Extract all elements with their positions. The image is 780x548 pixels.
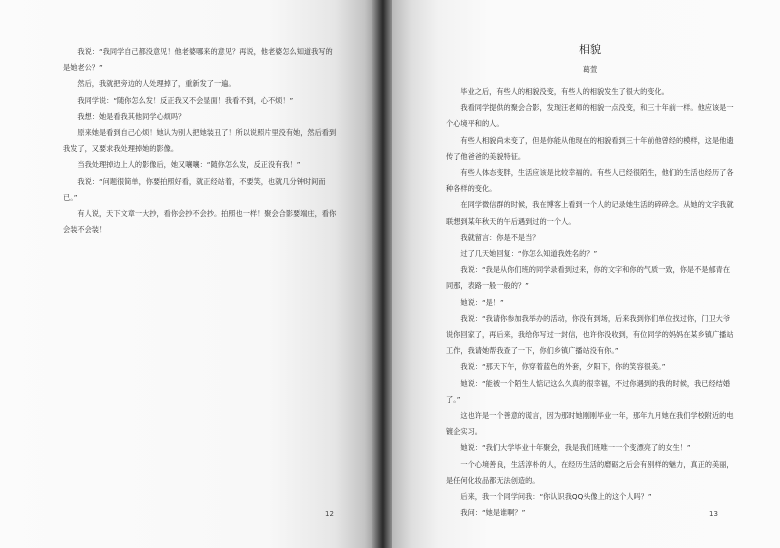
left-paragraph-1: 我说：“我同学自己都没意见！他老婆哪来的意见？再说，他老婆怎么知道我写的是她老公？” (63, 47, 333, 73)
chapter-title: 相貌 (579, 43, 601, 56)
right-paragraph-13: 这也许是一个善意的谎言，因为那时她刚刚毕业一年，那年九月她在我们学校附近的电镀企实习。 (446, 411, 734, 437)
left-paragraph-7: 我说：“问题很简单，你要拍照好看，就正经站着，不要笑，也就几分钟时间而已。” (63, 176, 326, 202)
left-paragraph-6: 当我处理掉边上人的影像后，她又嚷嚷：“随你怎么发，反正没有我！” (77, 160, 301, 170)
left-paragraph-2: 然后，我就把旁边的人处理掉了，重新发了一遍。 (77, 79, 236, 89)
right-paragraph-11: 我说：“那天下午，你穿着蓝色的外套，夕阳下，你的笑容很美。” (460, 362, 666, 372)
right-page-text (446, 84, 734, 521)
left-paragraph-3: 我同学说：“随你怎么发！反正我又不会显面！我看不到，心不烦！” (77, 95, 294, 105)
book-gutter (372, 0, 392, 548)
right-paragraph-7: 过了几天她回复：“你怎么知道我姓名的？” (460, 249, 598, 259)
right-paragraph-2: 我看同学提供的聚会合影，发现汪老师的相貌一点没变，和三十年前一样。他应该是一个心境平和的人。 (446, 103, 734, 129)
left-page (0, 0, 372, 548)
right-paragraph-17: 我问：“她是谁啊？” (460, 508, 526, 518)
left-page-number: 12 (325, 510, 334, 518)
right-paragraph-6: 我就留言：你是不是当？ (460, 232, 540, 242)
right-paragraph-3: 有些人相貌尚未变了，但是你能从他现在的相貌看到三十年前他曾经的模样，这是他遗传了他爸爸的美貌特征。 (446, 135, 734, 161)
left-page-text (63, 44, 337, 238)
left-paragraph-5: 原来她是看到自己心烦！她认为别人把她装丑了！所以说照片里没有她，然后看到我发了，又要求我处理掉她的影像。 (63, 128, 337, 154)
right-paragraph-16: 后来，我一个同学问我：“你认识我QQ头像上的这个人吗？” (460, 492, 652, 502)
right-paragraph-8: 我说：“我是从你们班的同学录看到过来，你的文字和你的气质一致，你是不是郁青在同那，表路一般一般的？” (446, 265, 731, 291)
right-paragraph-14: 她说：“我们大学毕业十年聚会，我是我们班唯一一个变漂亮了的女生！” (460, 443, 691, 453)
right-paragraph-9: 她说：“是！” (460, 297, 504, 307)
right-page (392, 0, 780, 548)
right-page-number: 13 (709, 510, 718, 518)
chapter-author: 葛萱 (582, 65, 598, 74)
right-paragraph-5: 在同学微信群的时候，我在博客上看到一个人的记录她生活的碎碎念。从她的文字我就联想到某年秋天的午后遇到过的一个人。 (446, 200, 734, 226)
left-paragraph-4: 我想：她是看我其他同学心烦吗？ (77, 111, 186, 121)
right-paragraph-4: 有些人体态变胖，生活应该是比较幸福的。有些人已经很陌生，他们的生活也经历了各种各样的变化。 (446, 168, 734, 194)
left-paragraph-8: 有人说，天下文章一大抄，看你会抄不会抄。拍照也一样！聚会合影要端庄，看你会装不会装！ (63, 209, 337, 235)
right-paragraph-10: 我说：“我请你参加我举办的活动，你没有到场，后来我到你们单位找过你，门卫大爷说你回家了，再后来，我给你写过一封信，也许你没收到，有位同学的妈妈在某乡镇广播站工作，我请她帮我查了一下，你们乡镇广播站没有你。” (446, 313, 734, 356)
right-paragraph-12: 她说：“能被一个陌生人惦记这么久真的很幸福，不过你遇到的我的时候，我已经结婚了。” (446, 378, 731, 404)
right-paragraph-15: 一个心境善良，生活淳朴的人，在经历生活的磨砺之后会有别样的魅力，真正的美丽，是任何化妆品都无法创造的。 (446, 459, 734, 485)
right-paragraph-1: 毕业之后，有些人的相貌没变，有些人的相貌发生了很大的变化。 (460, 87, 669, 96)
